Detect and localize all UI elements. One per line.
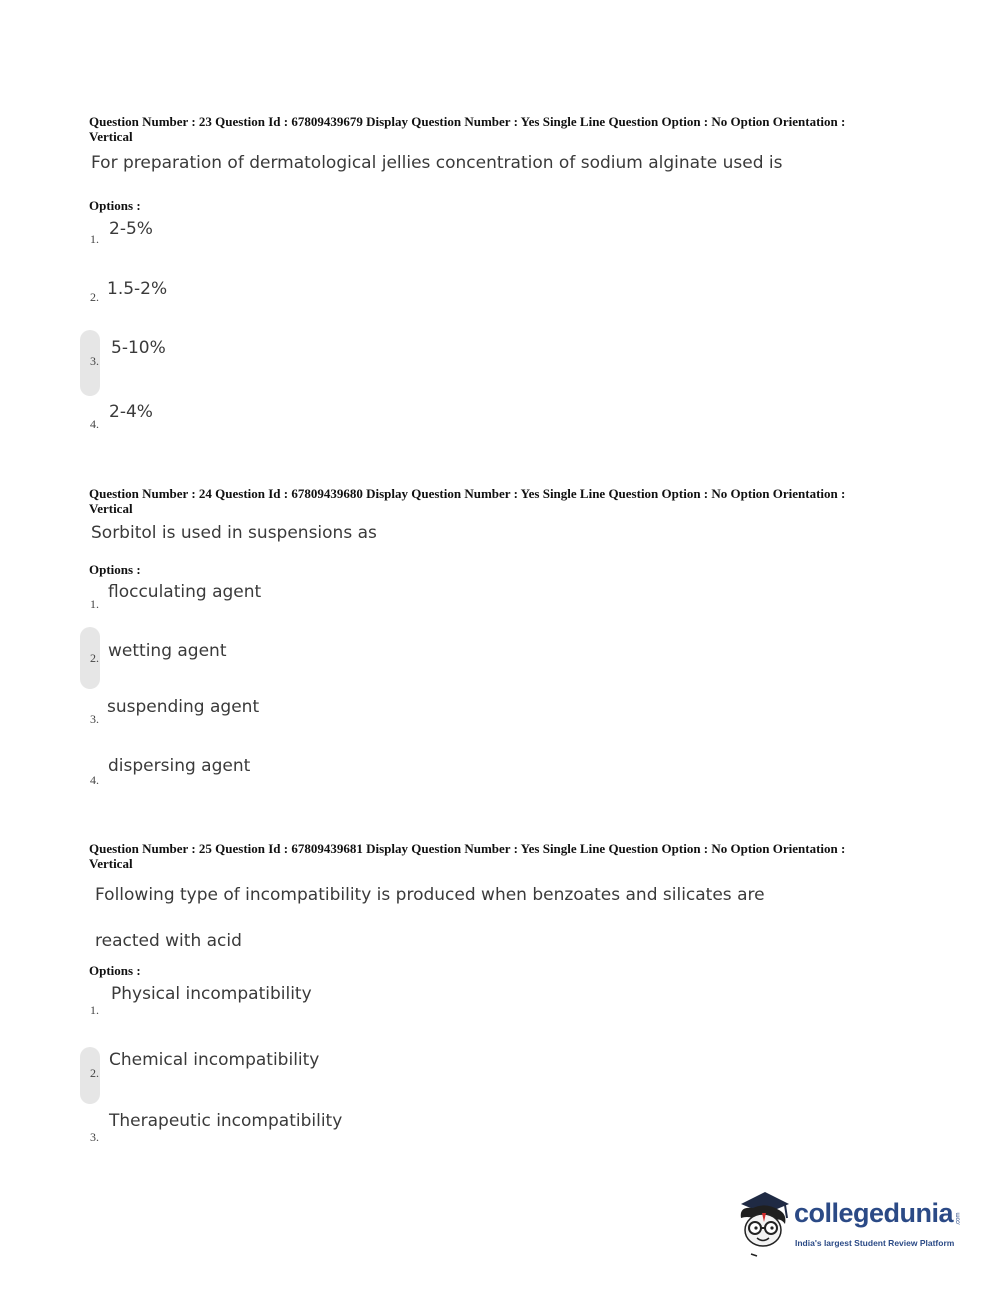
- logo-tagline: India's largest Student Review Platform: [795, 1238, 955, 1248]
- option-number: 2.: [90, 651, 99, 665]
- option-text[interactable]: 5-10%: [111, 338, 166, 358]
- option-text[interactable]: flocculating agent: [108, 582, 262, 602]
- option-number: 3.: [90, 1130, 99, 1144]
- options-label: Options :: [89, 963, 141, 978]
- question-meta: Question Number : 24 Question Id : 67809439680 Display Question Number : Yes Single Line Question Option : No Option Orientation : Vertical: [89, 486, 846, 516]
- option-text[interactable]: 2-5%: [109, 219, 153, 239]
- question-text-continued: reacted with acid: [95, 931, 242, 951]
- question-text: Sorbitol is used in suspensions as: [91, 523, 377, 543]
- option-number: 4.: [90, 773, 99, 787]
- question-text: Following type of incompatibility is produced when benzoates and silicates are: [95, 885, 765, 905]
- option-text[interactable]: dispersing agent: [108, 756, 251, 776]
- option-text[interactable]: Physical incompatibility: [111, 984, 312, 1004]
- logo-domain-suffix: .com: [955, 1212, 962, 1226]
- option-number: 2.: [90, 1066, 99, 1080]
- options-label: Options :: [89, 562, 141, 577]
- option-number: 1.: [90, 1003, 99, 1017]
- option-number: 1.: [90, 232, 99, 246]
- option-number: 4.: [90, 417, 99, 431]
- logo-wordmark: collegedunia: [794, 1198, 954, 1228]
- option-number: 1.: [90, 597, 99, 611]
- option-text[interactable]: wetting agent: [108, 641, 227, 661]
- option-text[interactable]: 2-4%: [109, 402, 153, 422]
- option-text[interactable]: Chemical incompatibility: [109, 1050, 320, 1070]
- question-text: For preparation of dermatological jellies concentration of sodium alginate used is: [91, 153, 783, 173]
- question-meta: Question Number : 25 Question Id : 67809439681 Display Question Number : Yes Single Line Question Option : No Option Orientation : Vertical: [89, 841, 846, 871]
- option-number: 3.: [90, 712, 99, 726]
- options-label: Options :: [89, 198, 141, 213]
- option-text[interactable]: 1.5-2%: [107, 279, 168, 299]
- question-meta: Question Number : 23 Question Id : 67809439679 Display Question Number : Yes Single Line Question Option : No Option Orientation : Vertical: [89, 114, 846, 144]
- option-number: 3.: [90, 354, 99, 368]
- option-text[interactable]: Therapeutic incompatibility: [109, 1111, 343, 1131]
- option-text[interactable]: suspending agent: [107, 697, 260, 717]
- option-number: 2.: [90, 290, 99, 304]
